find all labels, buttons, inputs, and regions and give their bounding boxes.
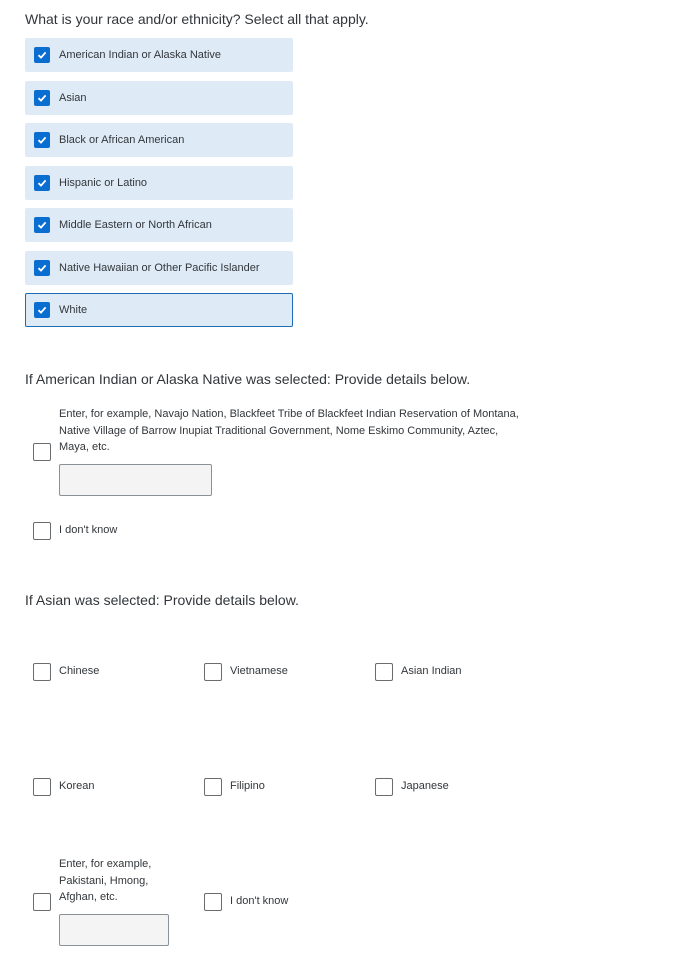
q1-option-hispanic[interactable] xyxy=(25,166,293,200)
q3-japanese-checkbox[interactable] xyxy=(375,778,393,796)
q3-vietnamese-checkbox[interactable] xyxy=(204,663,222,681)
option-label: White xyxy=(59,304,88,316)
q1-option-asian[interactable] xyxy=(25,81,293,115)
checkmark-icon xyxy=(37,263,47,273)
q3-asian-indian-label: Asian Indian xyxy=(401,665,462,677)
checkmark-icon xyxy=(37,93,47,103)
checkbox-checked[interactable] xyxy=(34,47,50,63)
option-label: American Indian or Alaska Native xyxy=(59,49,222,61)
q3-korean-label: Korean xyxy=(59,780,95,792)
q3-title: If Asian was selected: Provide details below. xyxy=(25,592,299,608)
q3-details-input[interactable] xyxy=(59,914,169,946)
q3-chinese-label: Chinese xyxy=(59,665,100,677)
option-label: Black or African American xyxy=(59,134,185,146)
checkbox-checked[interactable] xyxy=(34,217,50,233)
q2-dont-know-checkbox[interactable] xyxy=(33,522,51,540)
q3-dont-know-checkbox[interactable] xyxy=(204,893,222,911)
q3-filipino-label: Filipino xyxy=(230,780,265,792)
q2-dont-know-label: I don't know xyxy=(59,524,118,536)
checkbox-checked[interactable] xyxy=(34,132,50,148)
checkmark-icon xyxy=(37,50,47,60)
q3-enter-checkbox[interactable] xyxy=(33,893,51,911)
checkmark-icon xyxy=(37,135,47,145)
option-label: Asian xyxy=(59,92,87,104)
q3-dont-know-label: I don't know xyxy=(230,895,289,907)
q1-option-middle-eastern[interactable] xyxy=(25,208,293,242)
q1-option-white[interactable] xyxy=(25,293,293,327)
checkbox-checked[interactable] xyxy=(34,302,50,318)
q2-enter-label: Enter, for example, Navajo Nation, Blackfeet Tribe of Blackfeet Indian Reservation of Montana, Native Village of Barrow Inupiat Traditional Government, Nome Eskimo Community, Aztec, Maya, etc. xyxy=(59,408,519,453)
q1-option-native-hawaiian[interactable] xyxy=(25,251,293,285)
q3-chinese-checkbox[interactable] xyxy=(33,663,51,681)
q3-filipino-checkbox[interactable] xyxy=(204,778,222,796)
option-label: Native Hawaiian or Other Pacific Islander xyxy=(59,262,260,274)
checkbox-checked[interactable] xyxy=(34,175,50,191)
checkmark-icon xyxy=(37,178,47,188)
option-label: Middle Eastern or North African xyxy=(59,219,212,231)
checkbox-checked[interactable] xyxy=(34,260,50,276)
q3-korean-checkbox[interactable] xyxy=(33,778,51,796)
q1-option-black[interactable] xyxy=(25,123,293,157)
q3-enter-label: Enter, for example, Pakistani, Hmong, Afghan, etc. xyxy=(59,858,152,903)
q1-option-american-indian[interactable] xyxy=(25,38,293,72)
checkmark-icon xyxy=(37,220,47,230)
q2-enter-checkbox[interactable] xyxy=(33,443,51,461)
checkbox-checked[interactable] xyxy=(34,90,50,106)
q1-title: What is your race and/or ethnicity? Select all that apply. xyxy=(25,11,369,27)
q3-japanese-label: Japanese xyxy=(401,780,449,792)
option-label: Hispanic or Latino xyxy=(59,177,148,189)
q2-details-input[interactable] xyxy=(59,464,212,496)
q3-asian-indian-checkbox[interactable] xyxy=(375,663,393,681)
q2-title: If American Indian or Alaska Native was selected: Provide details below. xyxy=(25,371,471,387)
checkmark-icon xyxy=(37,305,47,315)
q3-vietnamese-label: Vietnamese xyxy=(230,665,288,677)
